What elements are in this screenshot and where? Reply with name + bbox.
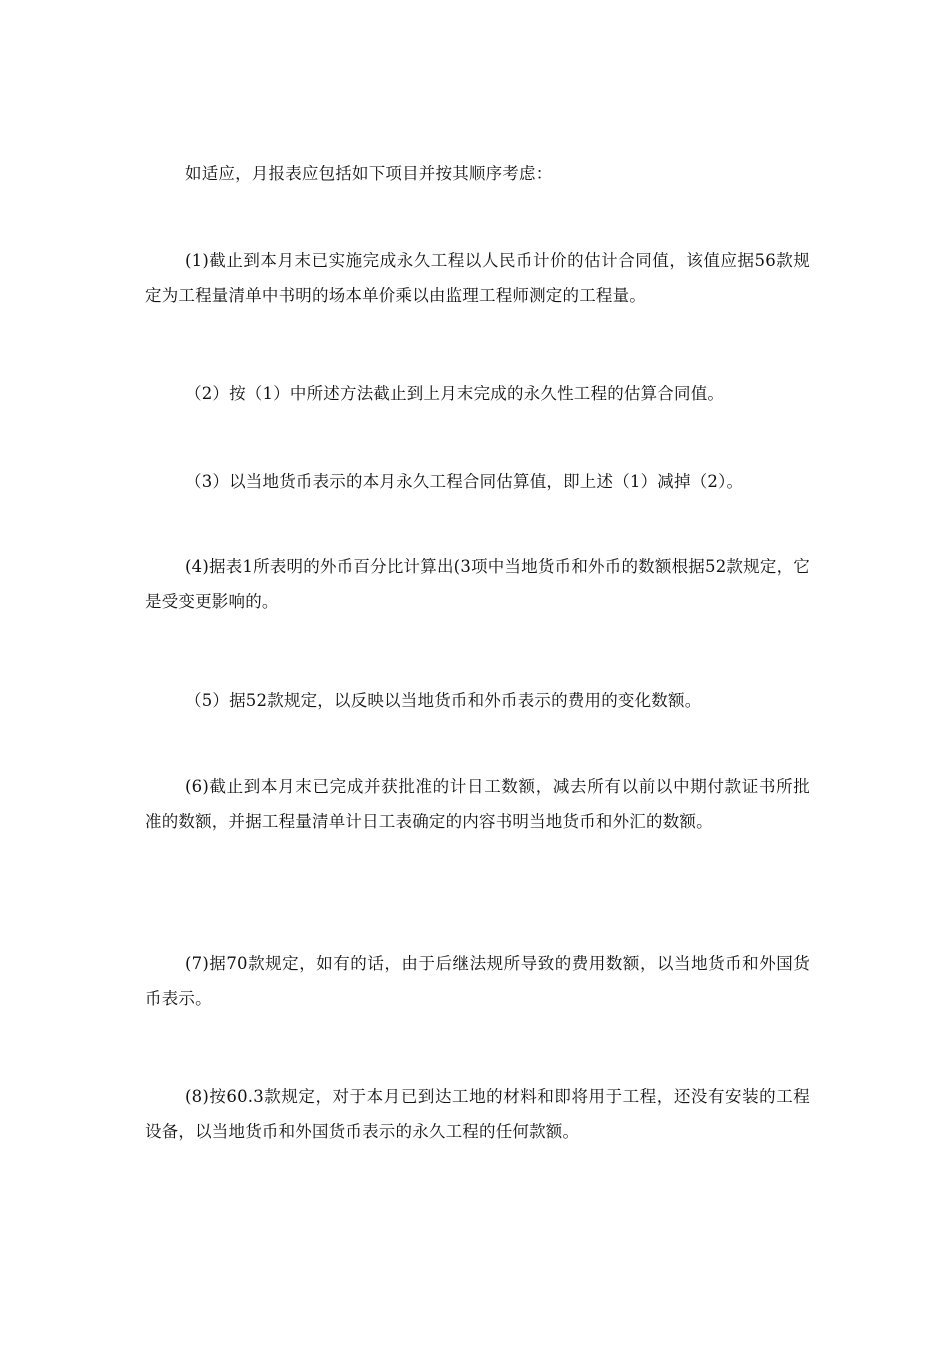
item-2-paragraph: （2）按（1）中所述方法截止到上月末完成的永久性工程的估算合同值。 — [185, 384, 725, 403]
item-6-paragraph: (6)截止到本月末已完成并获批准的计日工数额，减去所有以前以中期付款证书所批准的数额，并据工程量清单计日工表确定的内容书明当地货币和外汇的数额。 — [145, 777, 810, 831]
intro-paragraph: 如适应，月报表应包括如下项目并按其顺序考虑： — [185, 164, 553, 183]
item-1-paragraph: (1)截止到本月末已实施完成永久工程以人民币计价的估计合同值，该值应据56款规定为工程量清单中书明的场本单价乘以由监理工程师测定的工程量。 — [145, 251, 810, 305]
item-5-paragraph: （5）据52款规定，以反映以当地货币和外币表示的费用的变化数额。 — [185, 691, 702, 710]
item-7-paragraph: (7)据70款规定，如有的话，由于后继法规所导致的费用数额，以当地货币和外国货币表示。 — [145, 954, 810, 1008]
item-3-paragraph: （3）以当地货币表示的本月永久工程合同估算值，即上述（1）减掉（2）。 — [185, 472, 744, 491]
item-4-paragraph: (4)据表1所表明的外币百分比计算出(3项中当地货币和外币的数额根据52款规定，它是受变更影响的。 — [145, 557, 810, 611]
item-8-paragraph: (8)按60.3款规定，对于本月已到达工地的材料和即将用于工程，还没有安装的工程设备，以当地货币和外国货币表示的永久工程的任何款额。 — [145, 1087, 810, 1141]
